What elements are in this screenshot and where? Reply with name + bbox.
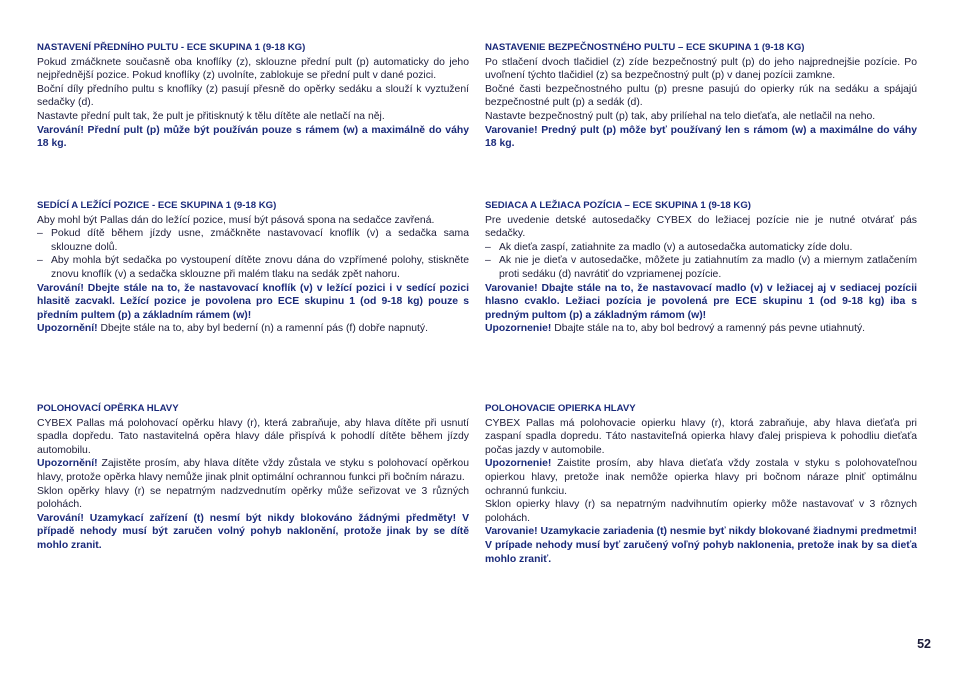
paragraph: Sklon opierky hlavy (r) sa nepatrným nadvihnutím opierky môže nastavovať v 3 rôznych polohách. [485,499,917,524]
warning-text: Varování! Uzamykací zařízení (t) nesmí být nikdy blokováno žádnými předměty! V případě nehody musí být zaručen volný pohyb naklonění, protože jinak by se dítě mohlo zranit. [37,512,469,551]
list-item: – Ak dieťa zaspí, zatiahnite za madlo (v) a autosedačka automaticky zíde dolu. [485,241,917,255]
section-heading: NASTAVENIE BEZPEČNOSTNÉHO PULTU – ECE SKUPINA 1 (9-18 KG) [485,42,805,53]
caution-paragraph [37,322,469,336]
paragraph: Aby mohl být Pallas dán do ležící pozice, musí být pásová spona na sedačce zavřená. [37,214,435,226]
paragraph: Nastavte bezpečnostný pult (p) tak, aby prilíehal na telo dieťaťa, ale netlačil na neho. [485,110,876,122]
section-heading: SEDIACA A LEŽIACA POZÍCIA – ECE SKUPINA 1 (9-18 KG) [485,200,751,211]
caution-paragraph [485,322,917,336]
caution-text: Zajistěte prosím, aby hlava dítěte vždy zůstala ve styku s polohovací opěrkou hlavy, protože opěrka hlavy nemůže jinak plnit optimální ochrannou funkci při bočním nárazu. [37,458,469,483]
caution-paragraph [485,457,917,498]
caution-label: Upozornenie! [485,458,552,470]
paragraph: CYBEX Pallas má polohovacie opierku hlavy (r), ktorá zabraňuje, aby hlava dieťaťa pri zaspaní spadla dopredu. Táto nastaviteľná opierka hlavy ďalej prispieva k pohodliu dieťaťa počas jazdy v automobile. [485,417,917,456]
caution-label: Upozornění! [37,458,98,470]
warning-text: Varovanie! Predný pult (p) môže byť používaný len s rámom (w) a maximálne do váhy 18 kg. [485,124,917,150]
section-heading: POLOHOVACIE OPIERKA HLAVY [485,403,636,414]
list-item: – Aby mohla být sedačka po vystoupení dítěte znovu dána do vzpřímené polohy, stiskněte znovu knoflík (v) a sedačka sklouzne při malém tlaku na sedák zpět nahoru. [37,254,469,281]
right-section-headrest [485,402,917,566]
section-heading: NASTAVENÍ PŘEDNÍHO PULTU - ECE SKUPINA 1 (9-18 KG) [37,42,306,53]
paragraph: Boční díly předního pultu s knoflíky (z) pasují přesně do opěrky sedáku a slouží k vyztužení sedačky (d). [37,83,469,109]
paragraph: Pre uvedenie detské autosedačky CYBEX do ležiacej pozície nie je nutné otvárať pás sedačky. [485,214,917,240]
section-heading: POLOHOVACÍ OPĚRKA HLAVY [37,403,179,414]
paragraph: Sklon opěrky hlavy (r) se nepatrným nadzvednutím opěrky může seřizovat ve 3 různých polohách. [37,485,469,511]
caution-text: Dbajte stále na to, aby bol bedrový a ramenný pás pevne utiahnutý. [551,323,866,335]
left-section-front-tray [37,41,469,151]
paragraph: Po stlačení dvoch tlačidiel (z) zíde bezpečnostný pult (p) do jeho najprednejšie pozície. Po uvoľnení týchto tlačidiel (z) sa bezpečnostný pult (p) v danej pozícii zamkne. [485,56,917,82]
paragraph: Nastavte přední pult tak, že pult je přitisknutý k tělu dítěte ale netlačí na něj. [37,110,385,122]
right-section-front-tray [485,41,917,151]
caution-text: Zaistite prosím, aby hlava dieťaťa vždy zostala v styku s polohovateľnou opierkou hlavy, pretože inak nemôže opierka hlavy pri bočnom náraze plniť optimálnu ochrannú funkciu. [485,458,917,497]
paragraph: CYBEX Pallas má polohovací opěrku hlavy (r), která zabraňuje, aby hlava dítěte při usnutí spadla dopředu. Tato nastavitelná opěra hlavy dále přispívá k pohodlí dítěte během jízdy automobilu. [37,417,469,456]
section-heading: SEDÍCÍ A LEŽÍCÍ POZICE - ECE SKUPINA 1 (9-18 KG) [37,200,277,211]
warning-text: Varovanie! Dbajte stále na to, že nastavovací madlo (v) v ležiacej aj v sediacej pozícii hlasno cvaklo. Ležiaci pozícia je povolená pre ECE skupinu 1 (od 9-18 kg) iba s predným pultom (p) a základným rámom (w)! [485,282,917,321]
caution-paragraph [37,457,469,484]
left-section-reclining [37,199,469,336]
caution-label: Upozornění! [37,323,98,335]
list-item: – Ak nie je dieťa v autosedačke, môžete ju zatiahnutím za madlo (v) a miernym zatlačením proti sedáku (d) navrátiť do vzpriamenej pozície. [485,254,917,281]
page-number: 52 [917,637,931,651]
warning-text: Varování! Dbejte stále na to, že nastavovací knoflík (v) v ležící pozici i v sedící pozici hlasitě zacvakl. Ležící pozice je povolena pro ECE skupinu 1 (od 9-18 kg) pouze s předním pultem (p) a základním rámem (w)! [37,282,469,321]
paragraph: Pokud zmáčknete současně oba knoflíky (z), sklouzne přední pult (p) automaticky do jeho nejpřednější pozice. Pokud knoflíky (z) uvolníte, zablokuje se přední pult v dané pozici. [37,56,469,82]
right-section-reclining [485,199,917,336]
left-section-headrest [37,402,469,553]
warning-text: Varovanie! Uzamykacie zariadenia (t) nesmie byť nikdy blokované žiadnymi predmetmi! V prípade nehody musí byť zaručený voľný pohyb naklonenia, pretože inak by sa dieťa mohlo zraniť. [485,526,917,565]
paragraph: Bočné časti bezpečnostného pultu (p) presne pasujú do opierky rúk na sedáku a spájajú bezpečnostné pult (p) a sedák (d). [485,83,917,109]
caution-text: Dbejte stále na to, aby byl bederní (n) a ramenní pás (f) dobře napnutý. [97,323,428,335]
warning-text: Varování! Přední pult (p) může být používán pouze s rámem (w) a maximálně do váhy 18 kg. [37,124,469,150]
caution-label: Upozornenie! [485,323,552,335]
list-item: – Pokud dítě během jízdy usne, zmáčkněte nastavovací knoflík (v) a sedačka sama sklouzne dolů. [37,227,469,254]
